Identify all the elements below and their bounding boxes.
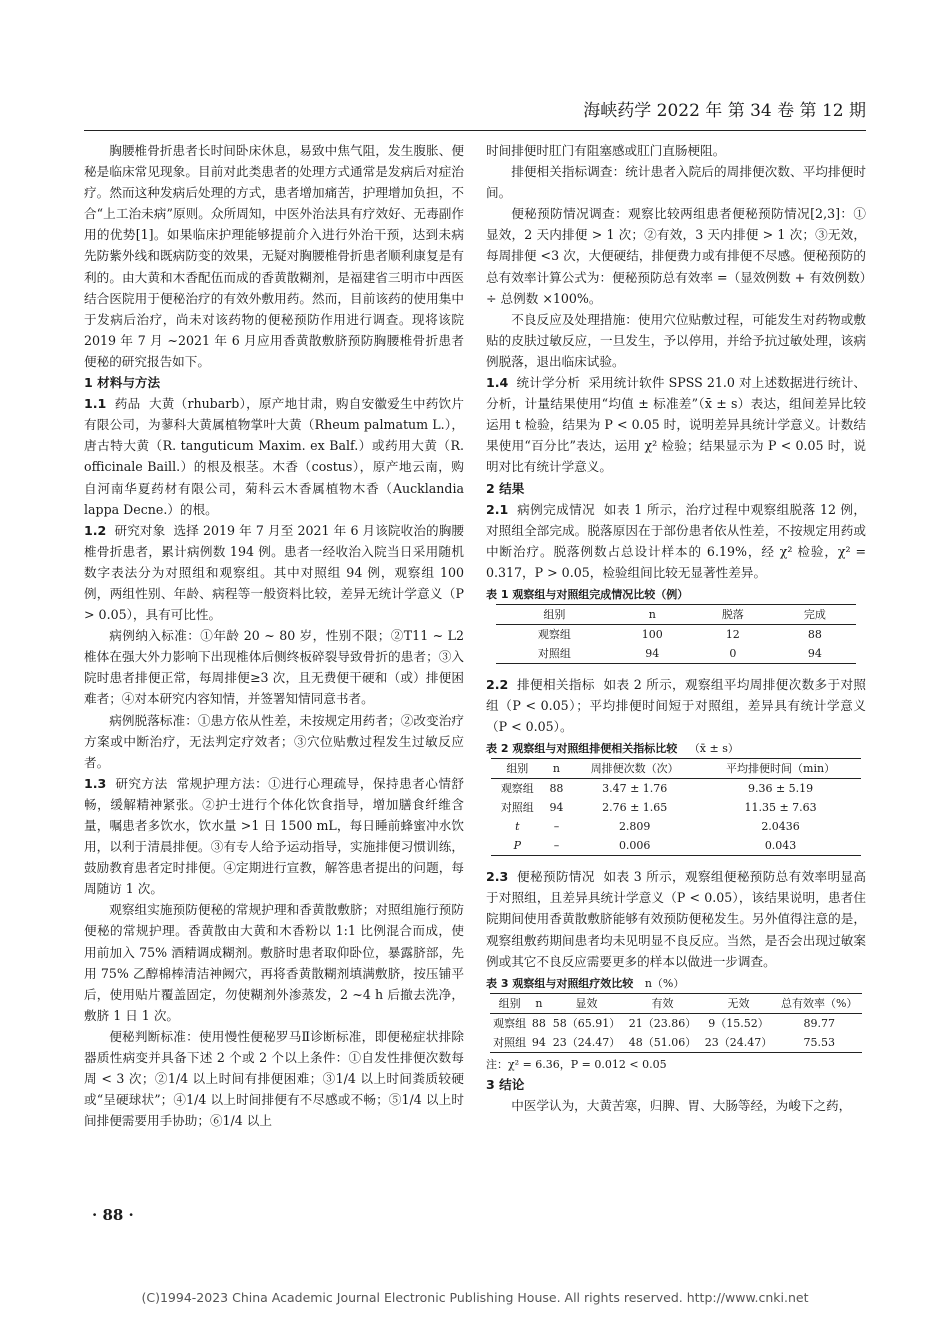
section-1-3-label: 1.3 [84,775,107,791]
indicator-survey: 排便相关指标调查：统计患者入院后的周排便次数、平均排便时间。 [486,164,866,201]
table2-caption-line [486,739,866,758]
right-column [486,140,866,1116]
table-cell: – [553,839,560,853]
section-1-4-text: 采用统计软件 SPSS 21.0 对上述数据进行统计、分析，计量结果使用“均值 ± 标准差”（x̄ ± s）表达，组间差异比较运用 t 检验，结果为 P < 0.05 时，说明差异具统计学意义。计数结果使用“百分比”表达，运用 χ² 检验；结果显示为 P < 0.05 时，说明对比有统计学意义。 [486,375,866,475]
table3-unit: n（%） [644,976,685,990]
criteria-continued: 时间排便时肛门有阻塞感或肛门直肠梗阻。 [486,143,726,158]
running-header [84,96,866,131]
section-1-3-title: 研究方法 [115,775,168,791]
table3-caption: 表 3 观察组与对照组疗效比较 [486,976,634,990]
table2-header: 周排便次数（次） [590,762,679,776]
table-cell: 89.77 [803,1016,835,1030]
table-cell: 88 [807,627,822,641]
section-1-4-title: 统计学分析 [516,375,581,391]
section-2-3 [486,866,866,971]
table-cell: 75.53 [803,1035,835,1049]
section-2-2 [486,674,866,737]
table3-header: n [535,996,543,1010]
table-cell: t [515,820,520,834]
copyright-footer: (C)1994-2023 China Academic Journal Electronic Publishing House. All rights reserved. http://www.cnki.net [141,1290,809,1305]
table2-caption: 表 2 观察组与对照组排便相关指标比较 [486,742,678,756]
table3-header: 有效 [651,996,674,1010]
table2-header: n [552,762,560,776]
table1-header: 组别 [543,607,566,621]
table-cell: 0 [729,646,737,660]
table3-note: 注：χ² = 6.36，P = 0.012 < 0.05 [486,1057,667,1071]
section-1-4 [486,372,866,477]
table-cell: 0.043 [764,839,797,853]
table3 [490,993,862,1053]
section-1-1-text: 大黄（rhubarb），原产地甘肃，购自安徽爱生中药饮片有限公司，为蓼科大黄属植物掌叶大黄（Rheum palmatum L.），唐古特大黄（R. tanguticum Maxim. ex Balf.）或药用大黄（R. officinale Baill.）的根及根茎。木香（costus），原产地云南，购自河南华夏药材有限公司，菊科云木香属植物木香（Aucklandia lappa Decne.）的根。 [84,396,464,517]
section-2-heading: 2 结果 [486,480,525,496]
table1-header: 脱落 [721,607,744,621]
intro-paragraph: 胸腰椎骨折患者长时间卧床休息，易致中焦气阻，发生腹胀、便秘是临床常见现象。目前对此类患者的处理方式通常是发病后对症治疗。然而这种发病后处理的方式，患者增加痛苦，护理增加负担，不合“上工治未病”原则。众所周知，中医外治法具有疗效好、无毒副作用的优势[1]。如果临床护理能够提前介入进行外治干预，达到未病先防紫外线和既病防变的效果，无疑对胸腰椎骨折患者顺利康复是有利的。由大黄和木香配伍而成的香黄散糊剂，是福建省三明市中西医结合医院用于便秘治疗的有效外敷用药。然而，目前该药的使用集中于发病后治疗，尚未对该药物的便秘预防作用进行调查。现将该院 2019 年 7 月 ~2021 年 6 月应用香黄散敷脐预防胸腰椎骨折患者便秘的研究报告如下。 [84,143,464,369]
table-row [496,624,856,644]
section-1-1-label: 1.1 [84,396,107,412]
constipation-criteria: 便秘判断标准：使用慢性便秘罗马Ⅱ诊断标准，即便秘症状排除器质性病变并具备下述 2 个或 2 个以上条件：①自发性排便次数每周 < 3 次；②1/4 以上时间有排便困难；③1/4 以上时间粪质较硬或“呈硬球状”；④1/4 以上时间排便有不尽感或不畅；⑤1/4 以上时间排便需要用手协助；⑥1/4 以上 [84,1028,464,1129]
section-1-3-text: 常规护理方法：①进行心理疏导，保持患者心情舒畅，缓解精神紧张。②护士进行个体化饮食指导，增加膳食纤维含量，嘱患者多饮水，饮水量 >1 日 1500 mL，每日睡前蜂蜜冲水饮用，以利于清晨排便。③有专人给予运动指导，实施排便习惯训练，鼓励教育患者定时排便。④定期进行宣教，解答患者提出的问题，每周随访 1 次。 [84,775,465,897]
section-2-1-title: 病例完成情况 [517,501,596,517]
table-cell: 88 [549,782,564,796]
table3-header: 显效 [575,996,598,1010]
section-2-1-label: 2.1 [486,501,509,517]
section-2-3-title: 便秘预防情况 [517,869,595,885]
exclusion-criteria: 病例脱落标准：①患方依从性差，未按规定用药者；②改变治疗方案或中断治疗，无法判定疗效者；③穴位贴敷过程发生过敏反应者。 [84,712,464,770]
section-2-1 [486,499,866,583]
table-cell: 2.809 [618,820,651,834]
table2 [491,758,861,856]
table-cell: 94 [531,1035,546,1049]
table-cell: – [553,820,560,834]
section-1-3 [84,773,464,900]
table2-header: 平均排便时间（min） [726,762,836,776]
section-1-1-title: 药品 [114,396,141,412]
section-2-2-label: 2.2 [486,676,509,692]
table3-header: 组别 [498,996,521,1010]
table-cell: 23（24.47） [552,1035,621,1049]
table-row [496,644,856,664]
table-cell: 0.006 [618,839,651,853]
table-row [490,1033,862,1053]
page-number: · 88 · [92,1206,134,1224]
table-cell: 对照组 [500,801,534,815]
section-2-2-title: 排便相关指标 [517,676,595,692]
table-cell: 11.35 ± 7.63 [744,801,817,815]
table-cell: 48（51.06） [628,1035,697,1049]
table-cell: P [513,839,522,853]
table-cell: 100 [641,627,663,641]
table3-header: 无效 [727,996,750,1010]
section-1-4-label: 1.4 [486,375,509,391]
table-cell: 12 [725,627,740,641]
section-1-2-title: 研究对象 [114,522,166,538]
table3-caption-line [486,974,866,993]
observation-method: 观察组实施预防便秘的常规护理和香黄散敷脐；对照组施行预防便秘的常规护理。香黄散由大黄和木香粉以 1:1 比例混合而成，使用前加入 75% 酒精调成糊剂。敷脐时患者取仰卧位，暴露脐部，先用 75% 乙醇棉棒清洁神阙穴，再将香黄散糊剂填满敷脐，按压铺平后，使用贴片覆盖固定，勿使糊剂外渗蒸发，2 ~4 h 后撤去洗净，敷脐 1 日 1 次。 [84,902,464,1023]
table-cell: 2.0436 [761,820,800,834]
table-row [491,798,861,817]
section-2-2-text: 如表 2 所示，观察组平均周排便次数多于对照组（P < 0.05）；平均排便时间短于对照组，差异具有统计学意义（P < 0.05）。 [486,676,866,735]
table-cell: 观察组 [500,782,534,796]
section-2-3-label: 2.3 [486,869,509,885]
section-1-2 [84,520,464,625]
prevention-survey: 便秘预防情况调查：观察比较两组患者便秘预防情况[2,3]：①显效，2 天内排便 > 1 次；②有效，3 天内排便 > 1 次；③无效，每周排便 <3 次，大便硬结，排便费力或有排便不尽感。便秘预防的总有效率计算公式为：便秘预防总有效率 =（显效例数 + 有效例数）÷ 总例数 ×100%。 [486,206,866,306]
section-2-3-text: 如表 3 所示，观察组便秘预防总有效率明显高于对照组，且差异具统计学意义（P < 0.05），该结果说明，患者住院期间使用香黄散敷脐能够有效预防便秘发生。另外值得注意的是，观察组敷药期间患者均未见明显不良反应。当然，是否会出现过敏案例或其它不良反应需要更多的样本以做进一步调查。 [486,869,866,969]
table-cell: 94 [645,646,660,660]
table-cell: 对照组 [537,646,571,660]
table1-caption: 表 1 观察组与对照组完成情况比较（例） [486,587,689,601]
table-row [491,817,861,836]
section-1-2-label: 1.2 [84,522,107,538]
table2-unit: （x̄ ± s） [688,742,739,756]
table-cell: 3.47 ± 1.76 [602,782,668,796]
table-cell: 2.76 ± 1.65 [602,801,668,815]
table1 [496,604,856,664]
table1-header: n [648,607,656,621]
section-1-heading: 1 材料与方法 [84,375,161,391]
table-cell: 58（65.91） [552,1016,621,1030]
section-3-heading: 3 结论 [486,1076,525,1092]
inclusion-criteria: 病例纳入标准：①年龄 20 ~ 80 岁，性别不限；②T11 ~ L2 椎体在强大外力影响下出现椎体后侧终板碎裂导致骨折的患者；③入院时患者排便正常，每周排便≥3 次，且无费便干硬和（或）排便困难者；④对本研究内容知情，并签署知情同意书者。 [84,628,464,707]
table-cell: 观察组 [537,627,571,641]
table-cell: 观察组 [493,1016,527,1030]
table-cell: 94 [549,801,564,815]
table-cell: 9.36 ± 5.19 [747,782,814,796]
table-cell: 9（15.52） [708,1016,769,1030]
table-cell: 88 [531,1016,546,1030]
table3-header: 总有效率（%） [781,996,858,1010]
running-title: 海峡药学 2022 年 第 34 卷 第 12 期 [583,101,866,121]
table-cell: 对照组 [493,1035,527,1049]
table-cell: 23（24.47） [704,1035,773,1049]
table-cell: 94 [807,646,822,660]
table-row [490,1013,862,1033]
section-1-1 [84,393,464,520]
adverse-reaction: 不良反应及处理措施：使用穴位贴敷过程，可能发生对药物或敷贴的皮肤过敏反应，一旦发生，予以停用，并给予抗过敏处理，该病例脱落，退出临床试验。 [486,311,866,369]
left-column [84,140,464,1131]
table2-header: 组别 [506,762,529,776]
section-1-2-text: 选择 2019 年 7 月至 2021 年 6 月该院收治的胸腰椎骨折患者，累计病例数 194 例。患者一经收治入院当日采用随机数字表法分为对照组和观察组。其中对照组 94 例，观察组 100 例，两组性别、年龄、病程等一般资料比较，差异无统计学意义（P > 0.05），具有可比性。 [84,522,464,623]
table-row [491,779,861,799]
conclusion-paragraph: 中医学认为，大黄苦寒，归脾、胃、大肠等经，为峻下之药， [511,1097,852,1113]
section-2-1-text: 如表 1 所示，治疗过程中观察组脱落 12 例，对照组全部完成。脱落原因在于部份患者依从性差，不按规定用药或中断治疗。脱落例数占总设计样本的 6.19%，经 χ² 检验，χ² = 0.317，P > 0.05，检验组间比较无显著性差异。 [486,501,866,580]
table-row [491,836,861,856]
table-cell: 21（23.86） [628,1016,697,1030]
table1-header: 完成 [803,607,826,621]
